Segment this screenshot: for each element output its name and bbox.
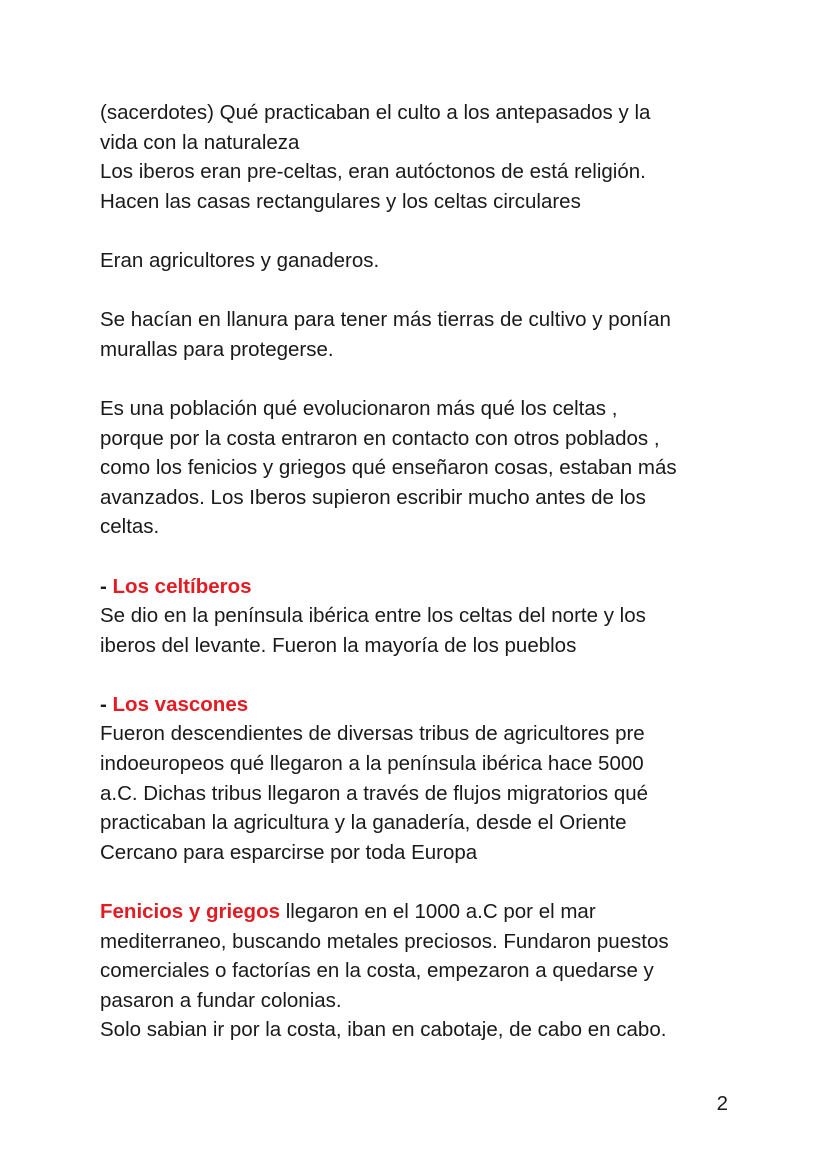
celtiberos-heading-text: Los celtíberos bbox=[112, 574, 252, 598]
celtiberos-heading bbox=[100, 572, 780, 602]
vascones-line: Fueron descendientes de diversas tribus de agricultores pre bbox=[100, 722, 645, 746]
paragraph-evolucion-line: celtas. bbox=[100, 515, 160, 539]
fenicios-line: Solo sabian ir por la costa, iban en cabotaje, de cabo en cabo. bbox=[100, 1018, 667, 1042]
fenicios-line-rest: llegaron en el 1000 a.C por el mar bbox=[280, 900, 596, 924]
fenicios-line: pasaron a fundar colonias. bbox=[100, 988, 342, 1012]
fenicios-line bbox=[100, 897, 780, 927]
paragraph-evolucion-line: como los fenicios y griegos qué enseñaron cosas, estaban más bbox=[100, 456, 677, 480]
paragraph-llanura-line: murallas para protegerse. bbox=[100, 337, 334, 361]
paragraph-gap bbox=[100, 216, 780, 246]
paragraph-gap bbox=[100, 364, 780, 394]
intro-line: Los iberos eran pre-celtas, eran autóctonos de está religión. bbox=[100, 160, 646, 184]
heading-dash: - bbox=[100, 692, 113, 716]
page-number: 2 bbox=[716, 1092, 728, 1115]
document-page bbox=[100, 98, 780, 1045]
paragraph-llanura-line: Se hacían en llanura para tener más tierras de cultivo y ponían bbox=[100, 308, 671, 332]
vascones-line: practicaban la agricultura y la ganadería, desde el Oriente bbox=[100, 811, 627, 835]
celtiberos-line: iberos del levante. Fueron la mayoría de los pueblos bbox=[100, 633, 577, 657]
fenicios-line: mediterraneo, buscando metales preciosos. Fundaron puestos bbox=[100, 929, 669, 953]
paragraph-gap bbox=[100, 542, 780, 572]
celtiberos-line: Se dio en la península ibérica entre los celtas del norte y los bbox=[100, 604, 646, 628]
fenicios-heading-text: Fenicios y griegos bbox=[100, 900, 280, 924]
paragraph-gap bbox=[100, 867, 780, 897]
vascones-line: a.C. Dichas tribus llegaron a través de flujos migratorios qué bbox=[100, 781, 649, 805]
paragraph-evolucion-line: porque por la costa entraron en contacto con otros poblados , bbox=[100, 426, 660, 450]
intro-line: Hacen las casas rectangulares y los celtas circulares bbox=[100, 189, 581, 213]
intro-line: (sacerdotes) Qué practicaban el culto a los antepasados y la bbox=[100, 101, 651, 124]
heading-dash: - bbox=[100, 574, 113, 598]
fenicios-line: comerciales o factorías en la costa, empezaron a quedarse y bbox=[100, 959, 654, 983]
intro-line: vida con la naturaleza bbox=[100, 130, 300, 154]
vascones-heading-text: Los vascones bbox=[112, 692, 249, 716]
vascones-line: Cercano para esparcirse por toda Europa bbox=[100, 840, 478, 864]
paragraph-evolucion-line: Es una población qué evolucionaron más qué los celtas , bbox=[100, 396, 618, 420]
paragraph-evolucion-line: avanzados. Los Iberos supieron escribir mucho antes de los bbox=[100, 485, 646, 509]
paragraph-gap bbox=[100, 276, 780, 306]
paragraph-agricultores: Eran agricultores y ganaderos. bbox=[100, 248, 380, 272]
paragraph-gap bbox=[100, 660, 780, 690]
vascones-heading bbox=[100, 690, 780, 720]
vascones-line: indoeuropeos qué llegaron a la península ibérica hace 5000 bbox=[100, 752, 644, 776]
